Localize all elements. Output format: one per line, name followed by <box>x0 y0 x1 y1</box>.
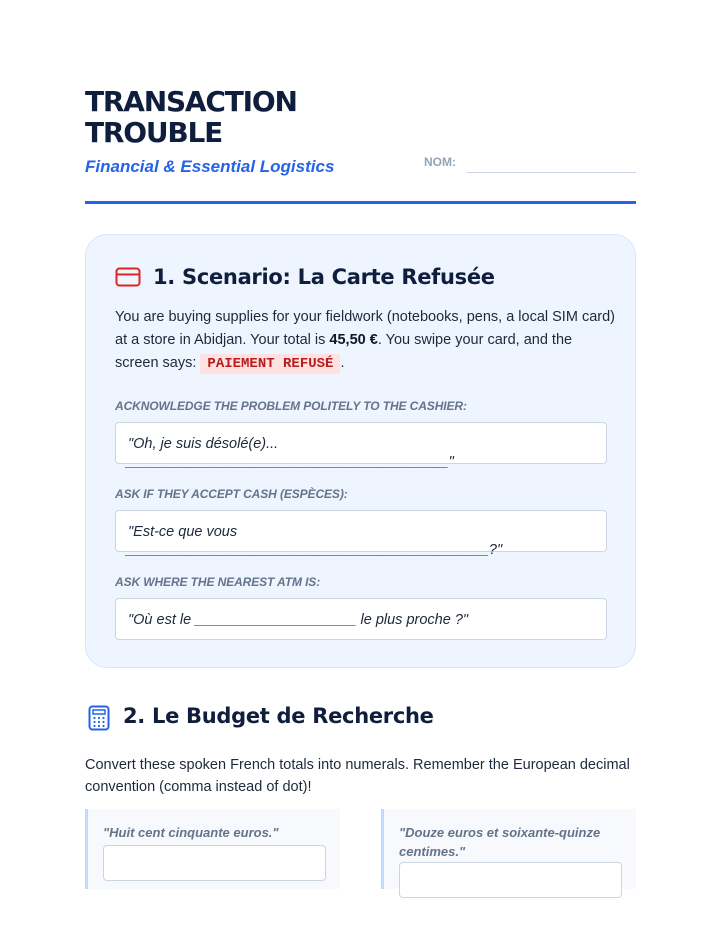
scenario-card <box>85 234 636 668</box>
name-label: NOM: <box>424 155 456 169</box>
answer-blank: ________________________________________" <box>126 454 454 470</box>
numeral-answer-field[interactable] <box>103 845 326 881</box>
conversion-prompt: "Huit cent cinquante euros." <box>103 825 279 840</box>
answer-field-apology[interactable] <box>115 422 607 470</box>
scenario-text: You are buying supplies for your fieldwork (notebooks, pens, a local SIM card) at a store in Abidjan. Your total is <box>115 309 615 348</box>
answer-field-cash[interactable] <box>115 510 607 558</box>
page-title: TRANSACTION TROUBLE <box>85 85 297 149</box>
answer-prompt: "Est-ce que vous <box>128 524 238 540</box>
calculator-icon <box>88 705 110 731</box>
budget-section-title: 2. Le Budget de Recherche <box>123 704 434 728</box>
scenario-text-cont: . You swipe your card, and the screen says: <box>115 332 573 371</box>
answer-prompt: "Où est le ____________________ le plus proche ?" <box>128 612 469 628</box>
conversion-item <box>85 809 340 889</box>
budget-instructions: Convert these spoken French totals into numerals. Remember the European decimal convention (comma instead of dot)! <box>85 757 630 795</box>
scenario-text-end: . <box>340 355 345 371</box>
question-label: ACKNOWLEDGE THE PROBLEM POLITELY TO THE CASHIER: <box>115 399 467 413</box>
answer-blank: _____________________________________________?" <box>126 542 503 558</box>
question-label: ASK WHERE THE NEAREST ATM IS: <box>115 575 321 589</box>
scenario-title: 1. Scenario: La Carte Refusée <box>153 265 495 289</box>
scenario-description <box>115 306 615 376</box>
worksheet-header <box>85 85 636 176</box>
conversion-item <box>381 809 636 889</box>
credit-card-icon <box>115 267 141 287</box>
payment-refused-badge: PAIEMENT REFUSÉ <box>200 354 340 374</box>
question-label: ASK IF THEY ACCEPT CASH (ESPÈCES): <box>115 487 348 501</box>
answer-field-atm[interactable] <box>115 598 607 640</box>
header-divider <box>85 201 636 204</box>
page-subtitle: Financial & Essential Logistics <box>85 157 335 176</box>
total-amount: 45,50 € <box>329 332 378 348</box>
numeral-answer-field[interactable] <box>399 862 622 898</box>
conversion-prompt: "Douze euros et soixante-quinze centimes." <box>399 825 601 859</box>
name-field[interactable] <box>467 172 636 173</box>
answer-prompt: "Oh, je suis désolé(e)... <box>128 436 279 452</box>
